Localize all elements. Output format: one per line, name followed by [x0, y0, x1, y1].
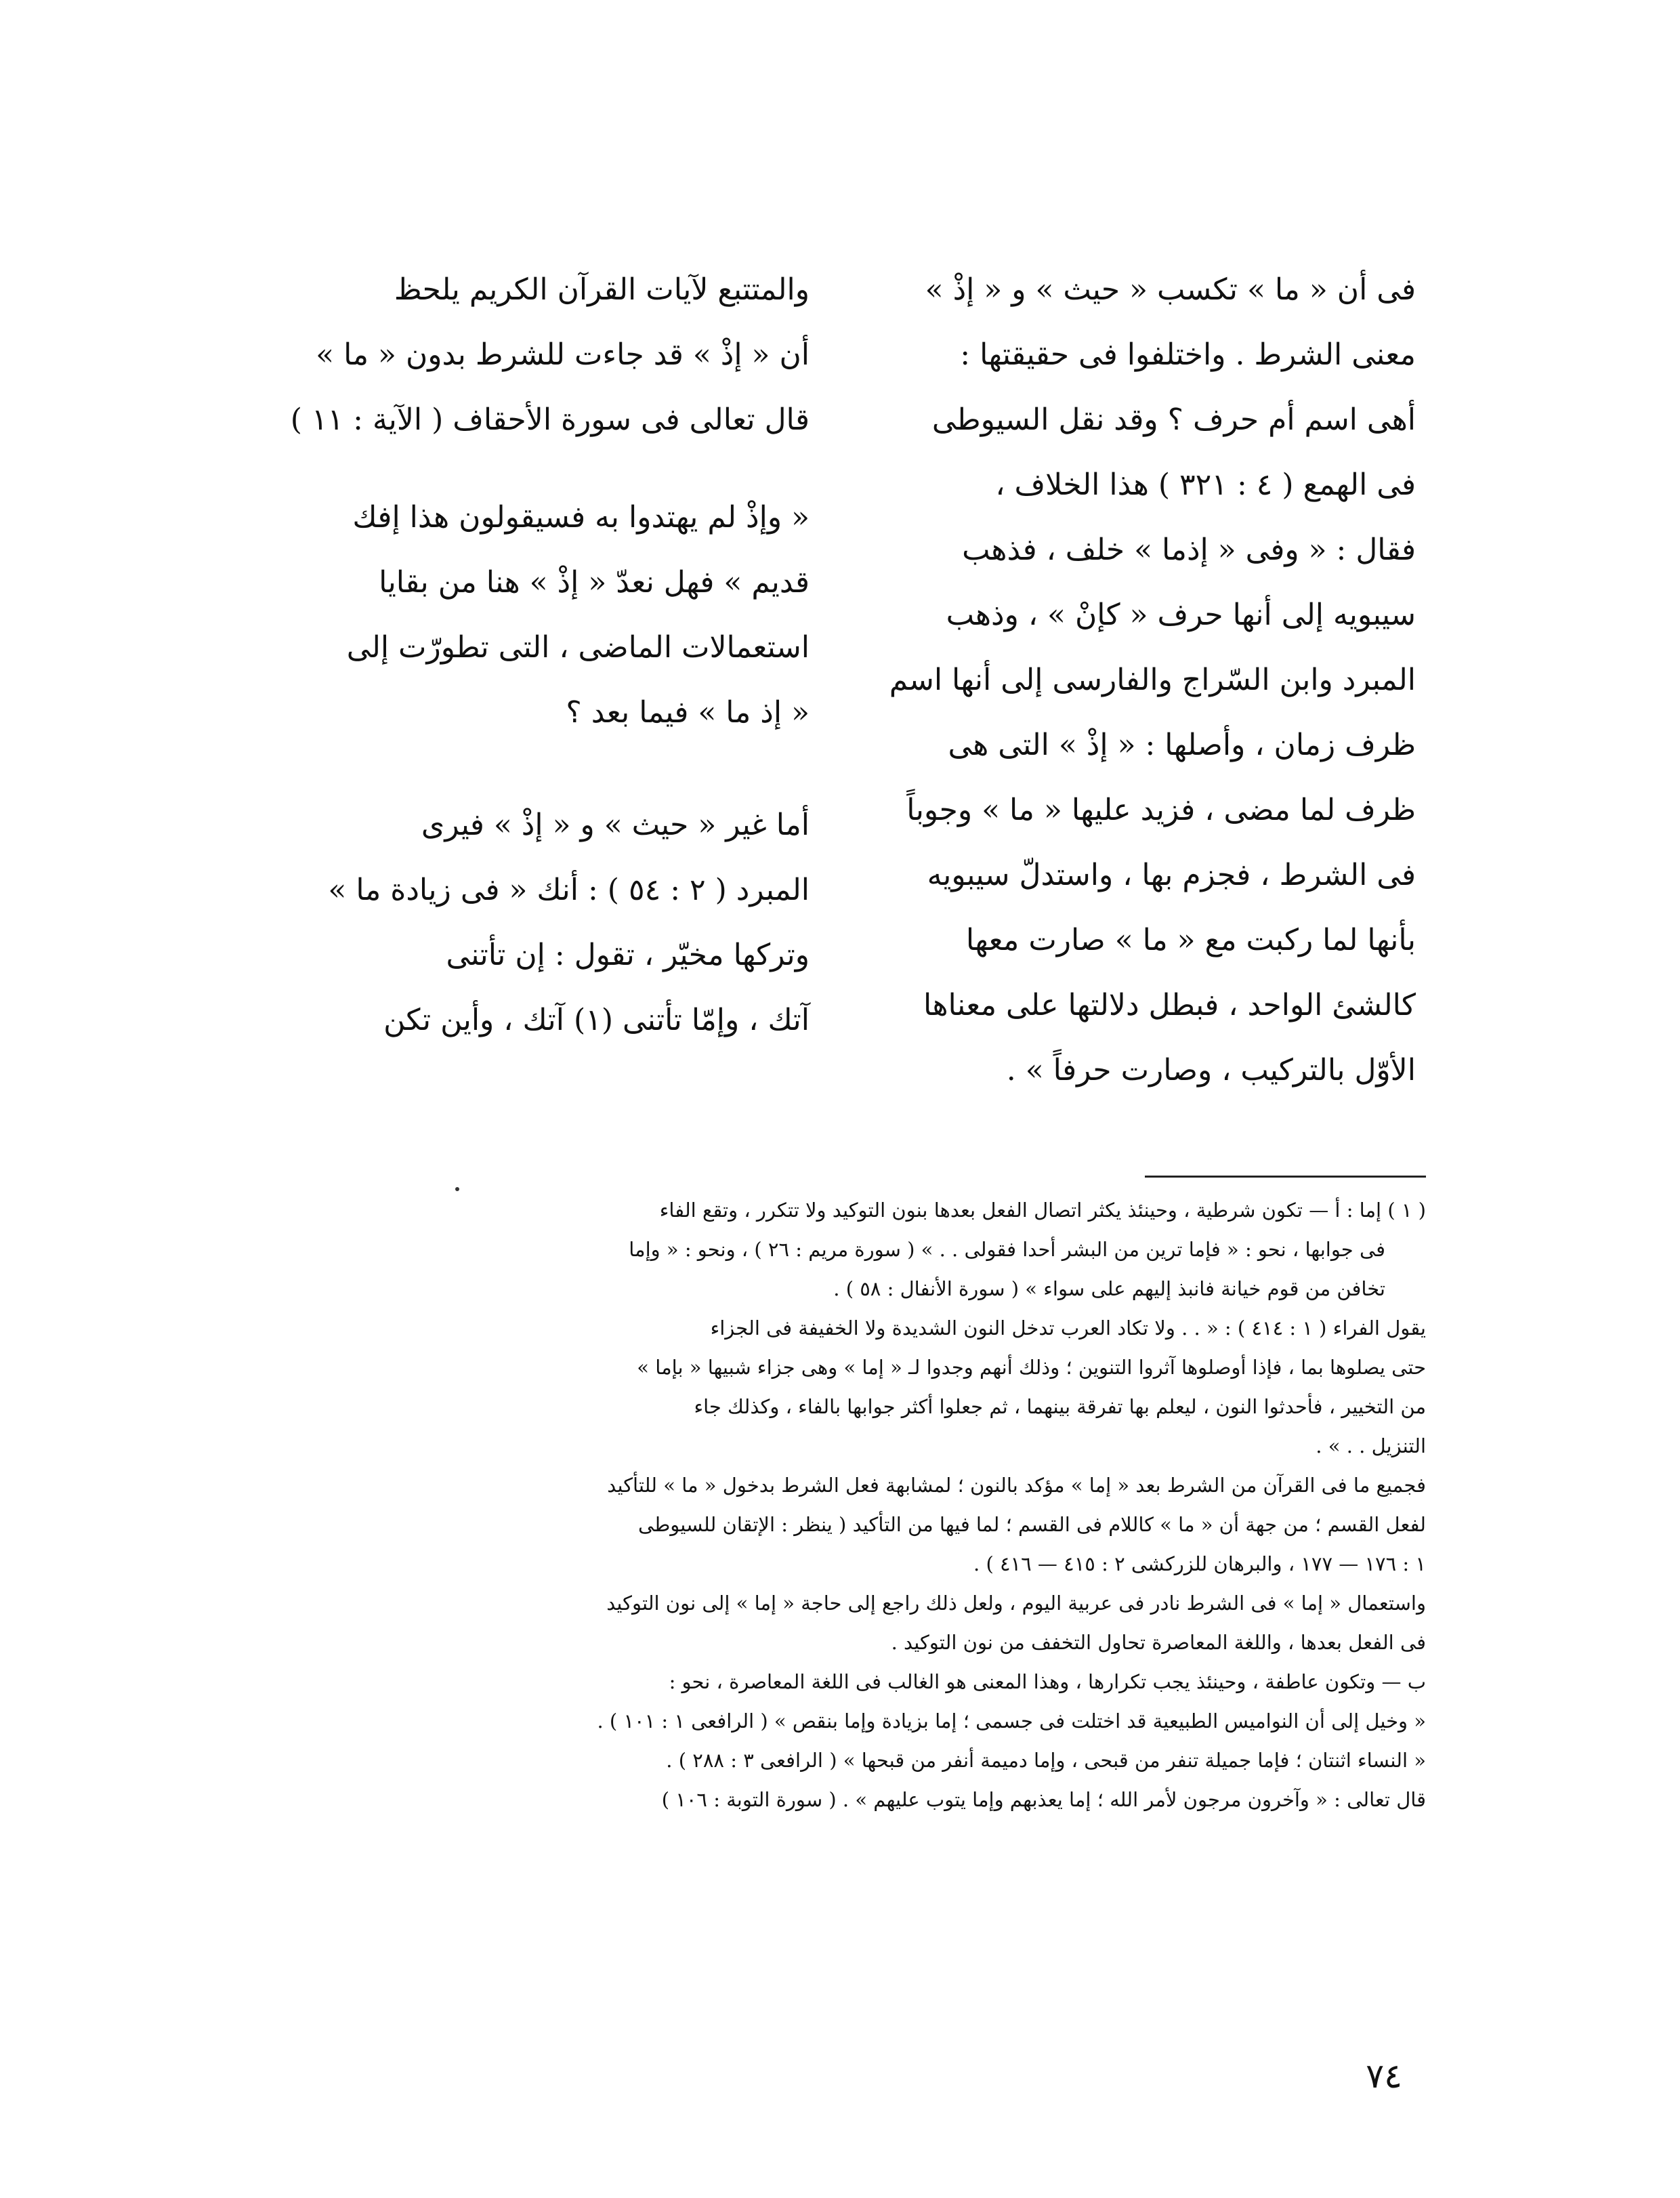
- text-line: المبرد ( ٢ : ٥٤ ) : أنك « فى زيادة ما »: [328, 873, 810, 907]
- footnote-line: لفعل القسم ؛ من جهة أن « ما » كاللام فى القسم ؛ لما فيها من التأكيد ( ينظر : الإتقان للسيوطى: [638, 1513, 1426, 1536]
- footnote-line: حتى يصلوها بما ، فإذا أوصلوها آثروا التنوين ؛ وذلك أنهم وجدوا لـ « إما » وهى جزاء شبيها « بإما »: [637, 1356, 1426, 1379]
- footnote-line: تخافن من قوم خيانة فانبذ إليهم على سواء » ( سورة الأنفال : ٥٨ ) .: [833, 1277, 1385, 1300]
- footnote-line: واستعمال « إما » فى الشرط نادر فى عربية اليوم ، ولعل ذلك راجع إلى حاجة « إما » إلى نون التوكيد: [606, 1592, 1426, 1615]
- text-line: الأوّل بالتركيب ، وصارت حرفاً » .: [1006, 1053, 1416, 1087]
- page-number: ٧٤: [1366, 2056, 1402, 2096]
- footnote-line: ( ١ ) إما : أ — تكون شرطية ، وحينئذ يكثر اتصال الفعل بعدها بنون التوكيد ولا تتكرر ، وتقع الفاء: [659, 1199, 1426, 1222]
- footnote-line: ب — وتكون عاطفة ، وحينئذ يجب تكرارها ، وهذا المعنى هو الغالب فى اللغة المعاصرة ، نحو :: [669, 1670, 1426, 1693]
- text-line: المبرد وابن السّراج والفارسى إلى أنها اسم: [889, 663, 1416, 697]
- text-line: والمتتبع لآيات القرآن الكريم يلحظ: [394, 272, 810, 307]
- footnotes: [281, 1193, 1426, 1821]
- text-line: ظرف لما مضى ، فزيد عليها « ما » وجوباً: [906, 793, 1416, 827]
- footnote-line: التنزيل . . » .: [1316, 1434, 1426, 1457]
- paragraph-spacer: [281, 453, 810, 485]
- footnote-line: قال تعالى : « وآخرون مرجون لأمر الله ؛ إما يعذبهم وإما يتوب عليهم » . ( سورة التوبة : ١٠٦ ): [661, 1788, 1426, 1811]
- text-line: أهى اسم أم حرف ؟ وقد نقل السيوطى: [931, 402, 1416, 437]
- footnote-line: فجميع ما فى القرآن من الشرط بعد « إما » مؤكد بالنون ؛ لمشابهة فعل الشرط بدخول « ما » للتأكيد: [607, 1474, 1426, 1497]
- paragraph: [281, 793, 810, 1053]
- text-line: بأنها لما ركبت مع « ما » صارت معها: [965, 923, 1416, 957]
- paragraph-spacer: [281, 745, 810, 793]
- footnote-line: من التخيير ، فأحدثوا النون ، ليعلم بها تفرقة بينهما ، ثم جعلوا أكثر جوابها بالفاء ، وكذلك جاء: [694, 1395, 1426, 1418]
- quote-paragraph: [281, 485, 810, 745]
- text-line: فقال : « وفى « إذما » خلف ، فذهب: [962, 533, 1416, 567]
- footnote-line: « وخيل إلى أن النواميس الطبيعية قد اختلت فى جسمى ؛ إما بزيادة وإما بنقص » ( الرافعى ١ : ١٠١ ) .: [597, 1709, 1426, 1733]
- footnote-line: « النساء اثنتان ؛ فإما جميلة تنفر من قبحى ، وإما دميمة أنفر من قبحها » ( الرافعى ٣ : ٢٨٨ ) .: [666, 1749, 1426, 1772]
- left-text-column: [281, 257, 810, 1053]
- text-line: فى الشرط ، فجزم بها ، واستدلّ سيبويه: [927, 858, 1416, 892]
- text-line: فى الهمع ( ٤ : ٣٢١ ) هذا الخلاف ،: [995, 468, 1416, 502]
- text-line: آتك ، وإمّا تأتنى (١) آتك ، وأين تكن: [383, 1003, 810, 1037]
- text-line: وتركها مخيّر ، تقول : إن تأتنى: [446, 938, 810, 972]
- print-speck: [455, 1187, 459, 1191]
- text-line: قال تعالى فى سورة الأحقاف ( الآية : ١١ ): [290, 402, 810, 437]
- footnote-line: يقول الفراء ( ١ : ٤١٤ ) : « . . ولا تكاد العرب تدخل النون الشديدة ولا الخفيفة فى الجزاء: [710, 1316, 1426, 1340]
- text-line: كالشئ الواحد ، فبطل دلالتها على معناها: [923, 988, 1416, 1022]
- text-line: ظرف زمان ، وأصلها : « إذْ » التى هى: [948, 728, 1416, 762]
- text-line: استعمالات الماضى ، التى تطورّت إلى: [346, 630, 810, 665]
- text-line: معنى الشرط . واختلفوا فى حقيقتها :: [960, 337, 1416, 372]
- text-line: « وإذْ لم يهتدوا به فسيقولون هذا إفك: [352, 500, 810, 535]
- footnote-separator: [1145, 1176, 1426, 1178]
- footnote-line: فى جوابها ، نحو : « فإما ترين من البشر أحدا فقولى . . » ( سورة مريم : ٢٦ ) ، ونحو : « وإما: [629, 1238, 1385, 1261]
- text-line: قديم » فهل نعدّ « إذْ » هنا من بقايا: [379, 565, 810, 600]
- text-line: أما غير « حيث » و « إذْ » فيرى: [421, 808, 810, 842]
- text-line: « إذ ما » فيما بعد ؟: [566, 695, 810, 730]
- footnote-line: فى الفعل بعدها ، واللغة المعاصرة تحاول التخفف من نون التوكيد .: [891, 1631, 1426, 1654]
- right-text-column: [860, 257, 1416, 1103]
- text-line: أن « إذْ » قد جاءت للشرط بدون « ما »: [316, 337, 810, 372]
- paragraph: [281, 257, 810, 453]
- text-line: فى أن « ما » تكسب « حيث » و « إذْ »: [925, 272, 1416, 307]
- footnote-line: ١ : ١٧٦ — ١٧٧ ، والبرهان للزركشى ٢ : ٤١٥ — ٤١٦ ) .: [973, 1552, 1426, 1575]
- text-line: سيبويه إلى أنها حرف « كإنْ » ، وذهب: [946, 598, 1416, 632]
